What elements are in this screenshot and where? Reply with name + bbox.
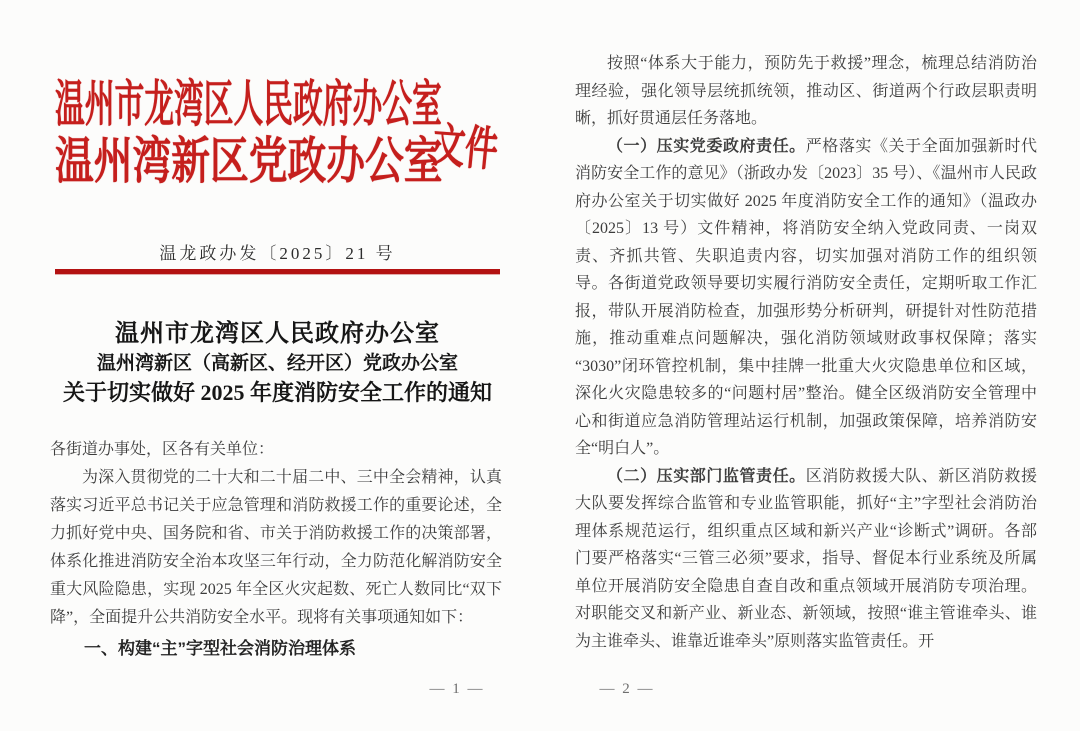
- body-paragraph: [50, 464, 502, 632]
- title-line-1: 温州市龙湾区人民政府办公室: [115, 321, 440, 347]
- paragraph-text: 严格落实《关于全面加强新时代消防安全工作的意见》（浙政办发〔2023〕35 号）、《温州市人民政府办公室关于切实做好 2025 年度消防安全工作的通知》（温政办〔2025〕13 号）文件精神，将消防安全纳入党政同责、一岗双责、齐抓共管、失职追责内容，切实加强对消防工作的组织领导。各街道党政领导要切实履行消防安全责任，定期听取工作汇报，带队开展消防检查，加强形势分析研判，研提针对性防范措施，推动重难点问题解决，强化消防领域财政事权保障；落实“3030”闭环管控机制，集中挂牌一批重大火灾隐患单位和区域，深化火灾隐患较多的“问题村居”整治。健全区级消防安全管理中心和街道应急消防管理站运行机制，加强政策保障，培养消防安全“明白人”。: [575, 137, 1037, 457]
- letterhead-line-1: 温州市龙湾区人民政府办公室: [55, 76, 442, 132]
- paragraph-lead-bold: （二）压实部门监管责任。: [607, 467, 806, 485]
- paragraph-text: 为深入贯彻党的二十大和二十届二中、三中全会精神，认真落实习近平总书记关于应急管理和消防救援工作的重要论述，全力抓好党中央、国务院和省、市关于消防救援工作的决策部署，体系化推进消防安全治本攻坚三年行动，全力防范化解消防安全重大风险隐患，实现 2025 年全区火灾起数、死亡人数同比“双下降”，全面提升公共消防安全水平。现将有关事项通知如下：: [50, 469, 502, 626]
- page-1-paragraphs: [50, 464, 502, 632]
- page-2-body: [575, 50, 1037, 655]
- paragraph-text: 区消防救援大队、新区消防救援大队要发挥综合监管和专业监管职能，抓好“主”字型社会消防治理体系规范运行，组织重点区域和新兴产业“诊断式”调研。各部门要严格落实“三管三必须”要求，指导、督促本行业系统及所属单位开展消防安全隐患自查自改和重点领域开展消防专项治理。对职能交叉和新产业、新业态、新领域，按照“谁主管谁牵头、谁为主谁牵头、谁靠近谁牵头”原则落实监管责任。开: [575, 467, 1037, 650]
- letterhead-line-2: 温州湾新区党政办公室: [55, 133, 443, 189]
- page-2-paragraphs: [575, 50, 1037, 655]
- document-title: [50, 319, 505, 408]
- body-paragraph: [575, 463, 1037, 656]
- title-line-3: 关于切实做好 2025 年度消防安全工作的通知: [62, 380, 492, 405]
- salutation: 各街道办事处，区各有关单位：: [50, 441, 275, 458]
- page-1-body: [50, 436, 502, 664]
- page-2: [575, 0, 1040, 731]
- paragraph-lead-bold: （一）压实党委政府责任。: [607, 137, 806, 155]
- document-number: 温龙政办发〔2025〕21 号: [159, 244, 396, 263]
- red-separator-rule: [55, 269, 500, 274]
- title-line-2: 温州湾新区（高新区、经开区）党政办公室: [96, 353, 458, 374]
- letterhead-suffix-wenjian: 文件: [429, 119, 501, 177]
- body-paragraph: [575, 133, 1037, 463]
- page-1: [50, 0, 505, 731]
- page-number-2: — 2 —: [599, 681, 655, 697]
- letterhead: [55, 76, 445, 190]
- section-heading-1: 一、构建“主”字型社会消防治理体系: [84, 639, 356, 658]
- body-paragraph: [575, 50, 1037, 133]
- paragraph-text: 按照“体系大于能力，预防先于救援”理念，梳理总结消防治理经验，强化领导层统抓统领，推动区、街道两个行政层职责明晰，抓好贯通层任务落地。: [575, 55, 1037, 127]
- page-number-1: — 1 —: [429, 681, 485, 697]
